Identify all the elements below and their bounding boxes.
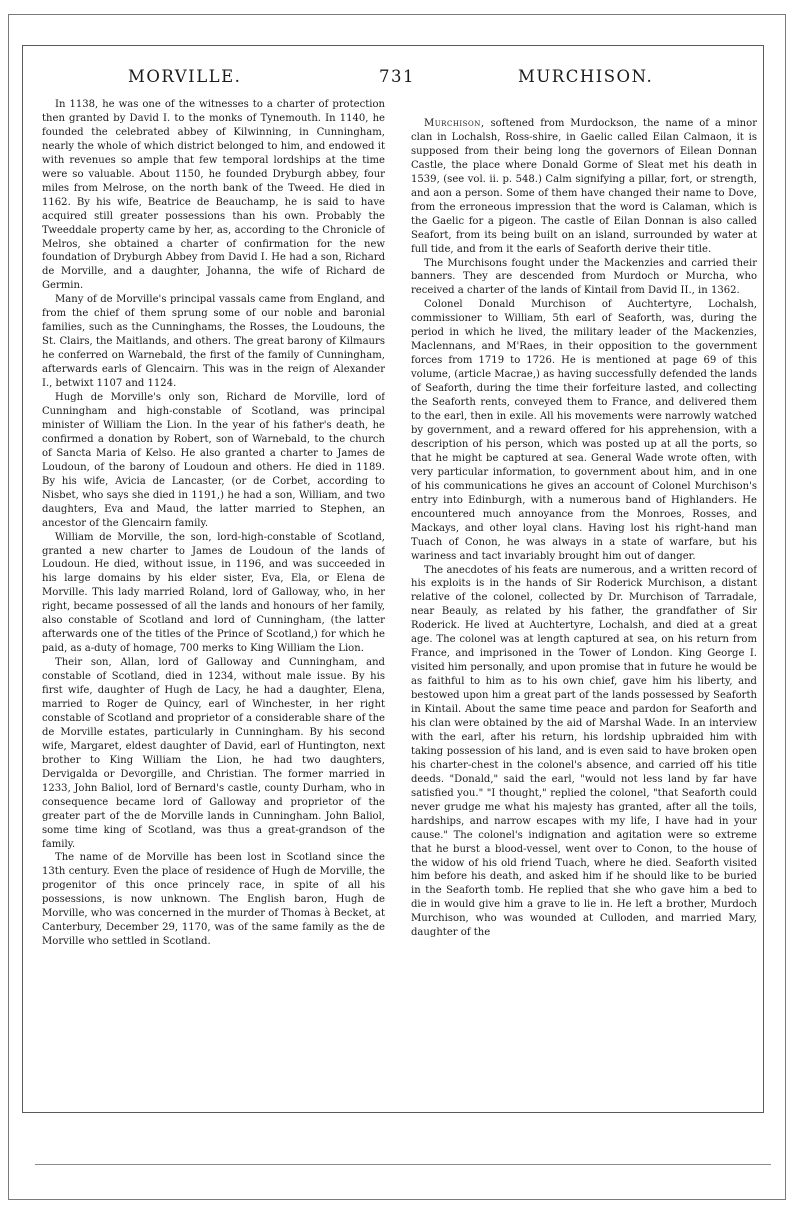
right-column	[411, 117, 757, 1107]
paragraph-text: softened from Murdockson, the name of a minor clan in Lochalsh, Ross-shire, in Gaelic called Eilan Calmaon, it is supposed from their being long the governors of Eilean Donnan Castle, the place where Donald Gorme of Sleat met his death in 1539, (see vol. ii. p. 548.) Calm signifying a pillar, fort, or strength, and aon a person. Some of them have changed their name to Dove, from the erroneous impression that the word is Calaman, which is the Gaelic for a pigeon. The castle of Eilan Donnan is also called Seafort, from its being built on an island, surrounded by water at full tide, and from it the earls of Seaforth derive their title.	[411, 118, 757, 255]
running-head-right: MURCHISON.	[518, 67, 654, 86]
paragraph: The name of de Morville has been lost in Scotland since the 13th century. Even the place of residence of Hugh de Morville, the progenitor of this once princely race, in spite of all his possessions, is now unknown. The English baron, Hugh de Morville, who was concerned in the murder of Thomas à Becket, at Canterbury, December 29, 1170, was of the same family as the de Morville who settled in Scotland.	[42, 852, 385, 948]
left-column	[42, 98, 385, 1108]
paragraph-text: The anecdotes of his feats are numerous, and a written record of his exploits is in the hands of Sir Roderick Murchison, a distant relative of the colonel, collected by Dr. Murchison of Tarradale, near Beauly, as related by his father, the grandfather of Sir Roderick. He lived at Auchtertyre, Lochalsh, and died at a great age. The colonel was at length captured at sea, on his return from France, and imprisoned in the Tower of London. King George I. visited him personally, and upon promise that in future he would be as faithful to him as to his own chief, gave him his liberty, and bestowed upon him a great part of the lands possessed by Seaforth in Kintail. About the same time peace and pardon for Seaforth and his clan were obtained by the aid of Marshal Wade. In an interview with the earl, after his return, his lordship upbraided him with taking possession of his land, and is even said to have broken open his charter-chest in the colonel's absence, and carried off his title deeds. "Donald," said the earl, "would not less land by far have satisfied you." "I thought," replied the colonel, "that Seaforth could never grudge me what his majesty has granted, after all the toils, hardships, and narrow escapes with my life, I have had in your cause." The colonel's indignation and agitation were so extreme that he burst a blood-vessel, went over to Conon, to the house of the widow of his old friend Tuach, where he died. Seaforth visited him before his death, and asked him if he should like to be buried in the Seaforth tomb. He replied that she who gave him a bed to die in would give him a grave to lie in. He left a brother, Murdoch Murchison, who was wounded at Culloden, and married Mary, daughter of the	[411, 564, 757, 939]
paragraph	[411, 257, 757, 299]
paragraph: William de Morville, the son, lord-high-constable of Scotland, granted a new charter to James de Loudoun of the lands of Loudoun. He died, without issue, in 1196, and was succeeded in his large domains by his elder sister, Eva, Ela, or Elena de Morville. This lady married Roland, lord of Galloway, who, in her right, became possessed of all the lands and honours of her family, also constable of Scotland and lord of Cunningham, (the latter afterwards one of the titles of the Prince of Scotland,) for which he paid, as a-duty of homage, 700 merks to King William the Lion.	[42, 531, 385, 655]
entry-paragraph	[411, 117, 757, 257]
paragraph: Hugh de Morville's only son, Richard de Morville, lord of Cunningham and high-constable of Scotland, was principal minister of William the Lion. In the year of his father's death, he confirmed a donation by Robert, son of Warnebald, to the church of Sancta Maria of Kelso. He also granted a charter to James de Loudoun, of the barony of Loudoun and others. He died in 1189. By his wife, Avicia de Lancaster, (or de Corbet, according to Nisbet, who says she died in 1191,) he had a son, William, and two daughters, Eva and Maud, the latter married to Stephen, an ancestor of the Glencairn family.	[42, 392, 385, 529]
bottom-rule	[35, 1164, 771, 1165]
paragraph-text: The Murchisons fought under the Mackenzies and carried their banners. They are descended from Murdoch or Murcha, who received a charter of the lands of Kintail from David II., in 1362.	[411, 257, 757, 297]
page-number: 731	[379, 67, 415, 86]
paragraph: Their son, Allan, lord of Galloway and Cunningham, and constable of Scotland, died in 1234, without male issue. By his first wife, daughter of Hugh de Lacy, he had a daughter, Elena, married to Roger de Quincy, earl of Winchester, in her right constable of Scotland and proprietor of a considerable share of the de Morville estates, particularly in Cunningham. By his second wife, Margaret, eldest daughter of David, earl of Huntington, next brother to King William the Lion, he had two daughters, Dervigalda or Devorgille, and Christian. The former married in 1233, John Baliol, lord of Bernard's castle, county Durham, who in consequence became lord of Galloway and proprietor of the greater part of the de Morville lands in Cunningham. John Baliol, some time king of Scotland, was thus a great-grandson of the family.	[42, 657, 385, 850]
paragraph	[411, 564, 757, 941]
entry-headword: Murchison,	[424, 118, 485, 129]
running-head-left: MORVILLE.	[128, 67, 242, 86]
paragraph: Many of de Morville's principal vassals came from England, and from the chief of them sprung some of our noble and baronial families, such as the Cunninghams, the Rosses, the Loudouns, the St. Clairs, the Maitlands, and others. The great barony of Kilmaurs he conferred on Warnebald, the first of the family of Cunningham, afterwards earls of Glencairn. This was in the reign of Alexander I., betwixt 1107 and 1124.	[42, 294, 385, 390]
paragraph	[411, 298, 757, 563]
paragraph-text: Colonel Donald Murchison of Auchtertyre, Lochalsh, commissioner to William, 5th earl of Seaforth, was, during the period in which he lived, the military leader of the Mackenzies, Maclennans, and M'Raes, in their opposition to the government forces from 1719 to 1726. He is mentioned at page 69 of this volume, (article Macrae,) as having successfully defended the lands of Seaforth, during the time their forfeiture lasted, and collecting the Seaforth rents, conveyed them to France, and delivered them to the earl, then in exile. All his movements were narrowly watched by government, and a reward offered for his apprehension, with a description of his person, which was posted up at all the ports, so that he might be captured at sea. General Wade wrote often, with very particular information, to government about him, and in one of his communications he gives an account of Colonel Murchison's entry into Edinburgh, with a numerous band of Highlanders. He encountered much annoyance from the Monroes, Rosses, and Mackays, and other loyal clans. Having lost his right-hand man Tuach of Conon, he was always in a state of warfare, but his wariness and tact invariably brought him out of danger.	[411, 299, 757, 562]
paragraph: In 1138, he was one of the witnesses to a charter of protection then granted by David I. to the monks of Tynemouth. In 1140, he founded the celebrated abbey of Kilwinning, in Cunningham, nearly the whole of which district belonged to him, and endowed it with revenues so ample that few temporal lordships at the time were so valuable. About 1150, he founded Dryburgh abbey, four miles from Melrose, on the north bank of the Tweed. He died in 1162. By his wife, Beatrice de Beauchamp, he is said to have acquired still greater possessions than his own. Probably the Tweeddale property came by her, as, according to the Chronicle of Melros, she obtained a charter of confirmation for the new foundation of Dryburgh Abbey from David I. He had a son, Richard de Morville, and a daughter, Johanna, the wife of Richard de Germin.	[42, 99, 385, 292]
